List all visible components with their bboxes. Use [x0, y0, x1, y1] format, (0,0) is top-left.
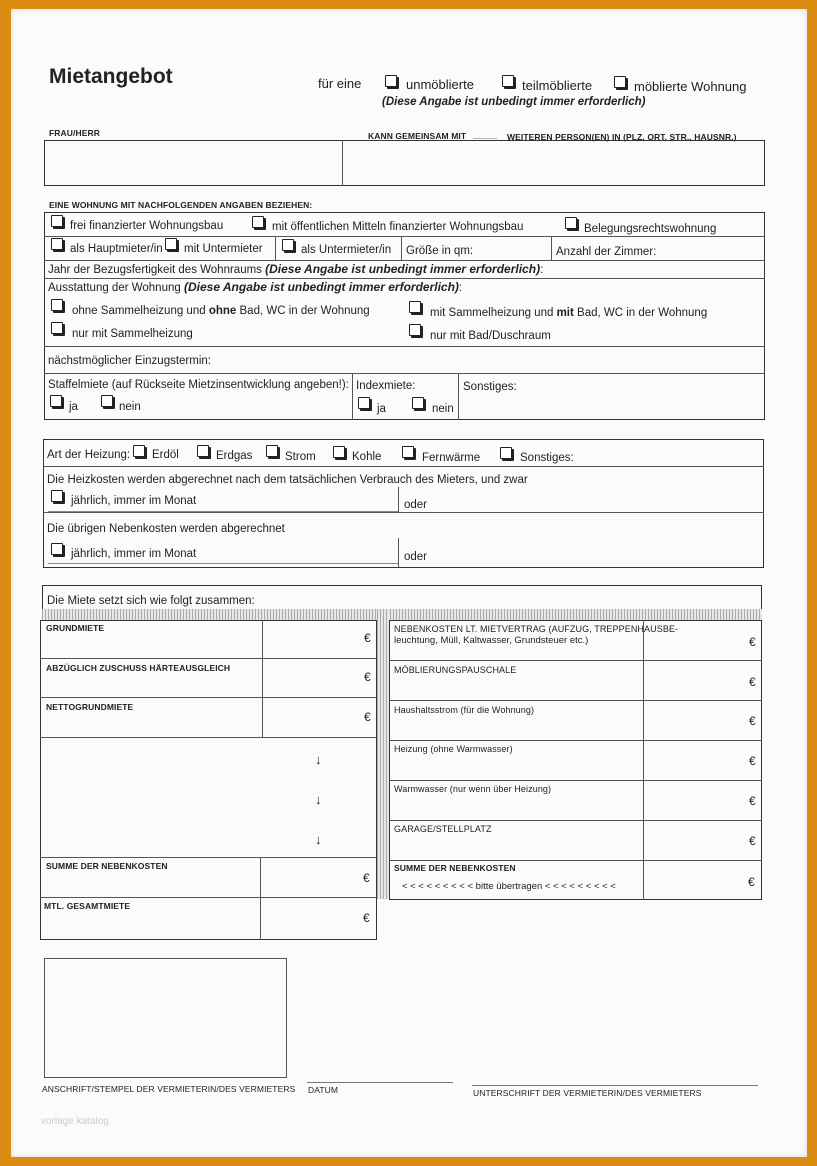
summe-nebenkosten-right-label: SUMME DER NEBENKOSTEN — [394, 863, 516, 873]
checkbox-staffel-nein[interactable] — [101, 395, 113, 407]
grundmiete-field[interactable] — [264, 622, 359, 656]
persons-blank: _____ — [473, 130, 498, 140]
checkbox-ohne-sammelheizung[interactable] — [51, 299, 63, 311]
garage-field[interactable] — [645, 822, 745, 858]
checkbox-als-untermieter[interactable] — [282, 239, 294, 251]
nebenkosten-jaehrlich-label: jährlich, immer im Monat — [71, 548, 197, 560]
grundmiete-euro: € — [364, 631, 371, 645]
frei-label: frei finanzierter Wohnungsbau — [70, 220, 224, 232]
einzugstermin-label: nächstmöglicher Einzugstermin: — [48, 355, 211, 367]
indexmiete-label: Indexmiete: — [356, 380, 416, 392]
index-ja-label: ja — [377, 403, 386, 415]
summe-nebenkosten-left-euro: € — [363, 871, 370, 885]
wohnung-heading: EINE WOHNUNG MIT NACHFOLGENDEN ANGABEN BEZIEHEN: — [49, 200, 313, 210]
warmwasser-field[interactable] — [645, 782, 745, 818]
nebenkosten-mietvertrag-field[interactable] — [645, 622, 745, 658]
checkbox-mit-sammelheizung[interactable] — [409, 301, 421, 313]
datum-line[interactable] — [307, 1082, 453, 1083]
nebenkosten-mietvertrag-label-1: NEBENKOSTEN LT. MIETVERTRAG (AUFZUG, TREPPENHAUSBE- — [394, 624, 679, 634]
form-title: Mietangebot — [49, 65, 173, 88]
checkbox-kohle[interactable] — [333, 446, 345, 458]
moeblierung-field[interactable] — [645, 662, 745, 698]
unmoebliert-label: unmöblierte — [406, 77, 474, 92]
nur-bad-label: nur mit Bad/Duschraum — [430, 330, 551, 342]
checkbox-oeffentlich[interactable] — [252, 216, 264, 228]
moeblierung-label: MÖBLIERUNGSPAUSCHALE — [394, 665, 517, 675]
warmwasser-euro: € — [749, 794, 756, 808]
weitere-personen-label: WEITEREN PERSON(EN) IN (PLZ, ORT, STR., HAUSNR.) — [507, 132, 737, 142]
checkbox-hauptmieter[interactable] — [51, 238, 63, 250]
uebrige-nebenkosten-text: Die übrigen Nebenkosten werden abgerechnet — [47, 523, 285, 535]
nettogrundmiete-label: NETTOGRUNDMIETE — [46, 702, 134, 712]
checkbox-nur-bad[interactable] — [409, 324, 421, 336]
erdgas-label: Erdgas — [216, 450, 253, 462]
nebenkosten-mietvertrag-euro: € — [749, 635, 756, 649]
gemeinsam-label: KANN GEMEINSAM MIT — [368, 131, 467, 141]
datum-label: DATUM — [308, 1085, 339, 1095]
garage-euro: € — [749, 834, 756, 848]
checkbox-moebliert[interactable] — [614, 76, 626, 88]
checkbox-heizung-sonstiges[interactable] — [500, 447, 512, 459]
gesamtmiete-label: MTL. GESAMTMIETE — [44, 901, 131, 911]
teilmoebliert-label: teilmöblierte — [522, 78, 593, 93]
heizung-kosten-label: Heizung (ohne Warmwasser) — [394, 744, 513, 754]
checkbox-index-ja[interactable] — [358, 397, 370, 409]
arrow-down-icon: ↓ — [315, 792, 322, 807]
checkbox-erdgas[interactable] — [197, 445, 209, 457]
miete-heading: Die Miete setzt sich wie folgt zusammen: — [47, 595, 255, 607]
oeffentlich-label: mit öffentlichen Mitteln finanzierter Wohnungsbau — [272, 221, 524, 233]
checkbox-heizkosten-jaehrlich[interactable] — [51, 490, 63, 502]
ausstattung-label: Ausstattung der Wohnung (Diese Angabe ist unbedingt immer erforderlich): — [48, 280, 463, 294]
arrow-down-icon: ↓ — [315, 832, 322, 847]
gesamtmiete-euro: € — [363, 911, 370, 925]
sonstiges-label: Sonstiges: — [463, 381, 517, 393]
checkbox-index-nein[interactable] — [412, 397, 424, 409]
grundmiete-label: GRUNDMIETE — [46, 623, 105, 633]
strom-label: Strom — [285, 451, 316, 463]
staffel-nein-label: nein — [119, 401, 141, 413]
heizkosten-text: Die Heizkosten werden abgerechnet nach dem tatsächlichen Verbrauch des Mieters, und zwar — [47, 474, 528, 486]
address-field[interactable] — [346, 143, 761, 183]
mit-untermieter-label: mit Untermieter — [184, 243, 263, 255]
bitte-uebertragen-note: < < < < < < < < < bitte übertragen < < < < < < < < < — [402, 881, 616, 892]
index-nein-label: nein — [432, 403, 454, 415]
staffelmiete-label: Staffelmiete (auf Rückseite Mietzinsentwicklung angeben!): — [48, 379, 349, 391]
nettogrundmiete-field[interactable] — [264, 699, 359, 735]
heizkosten-oder-label: oder — [404, 499, 428, 511]
checkbox-mit-untermieter[interactable] — [165, 238, 177, 250]
haerteausgleich-label: ABZÜGLICH ZUSCHUSS HÄRTEAUSGLEICH — [46, 663, 231, 673]
form-sheet — [11, 9, 807, 1157]
erdoel-label: Erdöl — [152, 449, 179, 461]
nebenkosten-oder-label: oder — [404, 551, 428, 563]
fernwaerme-label: Fernwärme — [422, 452, 481, 464]
watermark: vorlage katalog — [41, 1116, 109, 1127]
haushaltsstrom-label: Haushaltsstrom (für die Wohnung) — [394, 705, 535, 715]
heizkosten-jaehrlich-label: jährlich, immer im Monat — [71, 495, 197, 507]
mit-sammelheizung-label: mit Sammelheizung und mit Bad, WC in der Wohnung — [430, 307, 708, 319]
checkbox-erdoel[interactable] — [133, 445, 145, 457]
moebliert-label: möblierte Wohnung — [634, 79, 747, 94]
checkbox-unmoebliert[interactable] — [385, 75, 397, 87]
checkbox-nebenkosten-jaehrlich[interactable] — [51, 543, 63, 555]
checkbox-fernwaerme[interactable] — [402, 446, 414, 458]
name-field[interactable] — [47, 143, 339, 183]
warmwasser-label: Warmwasser (nur wenn über Heizung) — [394, 784, 552, 794]
fuer-eine-label: für eine — [318, 76, 362, 91]
haushaltsstrom-field[interactable] — [645, 702, 745, 738]
kohle-label: Kohle — [352, 451, 382, 463]
heizung-sonstiges-label: Sonstiges: — [520, 452, 574, 464]
garage-label: GARAGE/STELLPLATZ — [394, 824, 492, 834]
zimmer-label: Anzahl der Zimmer: — [556, 246, 657, 258]
art-heizung-label: Art der Heizung: — [47, 449, 131, 461]
summe-nebenkosten-left-field[interactable] — [262, 859, 358, 895]
header-note: (Diese Angabe ist unbedingt immer erforderlich) — [382, 96, 646, 108]
bezugsfertigkeit-label: Jahr der Bezugsfertigkeit des Wohnraums (Diese Angabe ist unbedingt immer erforderlich): — [48, 262, 544, 276]
checkbox-strom[interactable] — [266, 445, 278, 457]
checkbox-frei-finanziert[interactable] — [51, 215, 63, 227]
unterschrift-line[interactable] — [472, 1085, 758, 1086]
heizung-kosten-euro: € — [749, 754, 756, 768]
nur-sammelheizung-label: nur mit Sammelheizung — [72, 328, 193, 340]
arrow-down-icon: ↓ — [315, 752, 322, 767]
checkbox-staffel-ja[interactable] — [50, 395, 62, 407]
anschrift-label: ANSCHRIFT/STEMPEL DER VERMIETERIN/DES VERMIETERS — [42, 1084, 296, 1094]
summe-nebenkosten-right-field[interactable] — [645, 862, 745, 898]
ohne-sammelheizung-label: ohne Sammelheizung und ohne Bad, WC in der Wohnung — [72, 305, 370, 317]
als-untermieter-label: als Untermieter/in — [301, 244, 392, 256]
frau-herr-label: FRAU/HERR — [49, 128, 100, 138]
checkbox-teilmoebliert[interactable] — [502, 75, 514, 87]
nebenkosten-mietvertrag-label-2: leuchtung, Müll, Kaltwasser, Grundsteuer etc.) — [394, 635, 589, 646]
checkbox-nur-sammelheizung[interactable] — [51, 322, 63, 334]
gesamtmiete-field[interactable] — [262, 899, 358, 938]
nettogrundmiete-euro: € — [364, 710, 371, 724]
haerteausgleich-euro: € — [364, 670, 371, 684]
checkbox-belegungsrecht[interactable] — [565, 217, 577, 229]
heizung-kosten-field[interactable] — [645, 742, 745, 778]
groesse-label: Größe in qm: — [406, 245, 474, 257]
belegung-label: Belegungsrechtswohnung — [584, 223, 717, 235]
stamp-box[interactable] — [44, 958, 287, 1078]
unterschrift-label: UNTERSCHRIFT DER VERMIETERIN/DES VERMIETERS — [473, 1088, 702, 1098]
hauptmieter-label: als Hauptmieter/in — [70, 243, 163, 255]
summe-nebenkosten-right-euro: € — [748, 875, 755, 889]
moeblierung-euro: € — [749, 675, 756, 689]
staffel-ja-label: ja — [69, 401, 78, 413]
haerteausgleich-field[interactable] — [264, 660, 359, 695]
summe-nebenkosten-left-label: SUMME DER NEBENKOSTEN — [46, 861, 168, 871]
haushaltsstrom-euro: € — [749, 714, 756, 728]
